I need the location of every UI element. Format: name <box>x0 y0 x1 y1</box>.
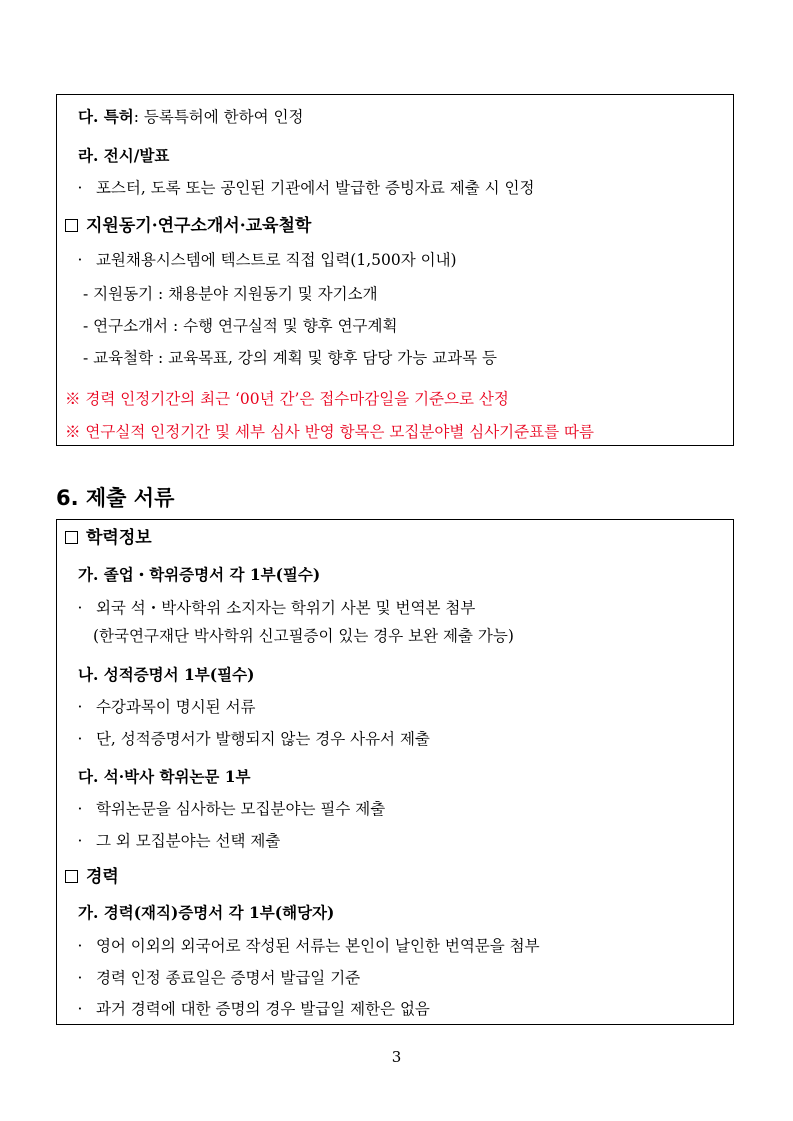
checkbox-square-icon <box>65 219 78 232</box>
exhibition-item <box>69 178 535 198</box>
career-item-text: 경력 인정 종료일은 증명서 발급일 기준 <box>95 969 361 987</box>
page-number: 3 <box>391 1048 402 1066</box>
note-career-period: ※ 경력 인정기간의 최근 ‘00년 간’은 접수마감일을 기준으로 산정 <box>65 390 509 408</box>
thesis-item <box>69 831 280 851</box>
bullet-icon: · <box>77 698 83 716</box>
diploma-heading: 가. 졸업・학위증명서 각 1부(필수) <box>78 565 321 584</box>
patent-line <box>78 107 303 127</box>
diploma-item-continued: (한국연구재단 박사학위 신고필증이 있는 경우 보완 제출 가능) <box>93 627 514 645</box>
bullet-icon: · <box>77 730 83 748</box>
career-item <box>69 936 540 956</box>
transcript-heading: 나. 성적증명서 1부(필수) <box>78 665 255 684</box>
diploma-item-text: 외국 석・박사학위 소지자는 학위기 사본 및 번역본 첨부 <box>95 599 476 617</box>
thesis-item-text: 그 외 모집분야는 선택 제출 <box>95 832 281 850</box>
exhibition-item-text: 포스터, 도록 또는 공인된 기관에서 발급한 증빙자료 제출 시 인정 <box>95 179 535 197</box>
bullet-icon: · <box>77 969 83 987</box>
transcript-item <box>69 729 430 749</box>
patent-text: : 등록특허에 한하여 인정 <box>133 108 304 126</box>
section-title: 6. 제출 서류 <box>56 486 175 510</box>
transcript-item-text: 단, 성적증명서가 발행되지 않는 경우 사유서 제출 <box>95 730 430 748</box>
career-heading-text: 경력 <box>86 867 119 887</box>
eligibility-box <box>56 94 734 446</box>
career-item-text: 과거 경력에 대한 증명의 경우 발급일 제한은 없음 <box>95 1000 430 1018</box>
career-heading <box>65 867 119 887</box>
transcript-item <box>69 697 256 717</box>
education-heading-text: 학력정보 <box>86 528 152 548</box>
thesis-item-text: 학위논문을 심사하는 모집분야는 필수 제출 <box>95 800 386 818</box>
checkbox-square-icon <box>65 531 78 544</box>
thesis-heading: 다. 석·박사 학위논문 1부 <box>78 767 251 786</box>
career-item-text: 영어 이외의 외국어로 작성된 서류는 본인이 날인한 번역문을 첨부 <box>95 937 540 955</box>
motivation-heading <box>65 216 311 236</box>
bullet-icon: · <box>77 251 83 269</box>
sub-item-philosophy: - 교육철학 : 교육목표, 강의 계획 및 향후 담당 가능 교과목 등 <box>83 349 497 367</box>
motivation-item <box>69 250 457 270</box>
sub-item-research: - 연구소개서 : 수행 연구실적 및 향후 연구계획 <box>83 317 398 335</box>
sub-item-motivation: - 지원동기 : 채용분야 지원동기 및 자기소개 <box>83 285 378 303</box>
motivation-heading-text: 지원동기·연구소개서·교육철학 <box>86 216 312 236</box>
bullet-icon: · <box>77 937 83 955</box>
bullet-icon: · <box>77 179 83 197</box>
checkbox-square-icon <box>65 870 78 883</box>
note-research-period: ※ 연구실적 인정기간 및 세부 심사 반영 항목은 모집분야별 심사기준표를 따름 <box>65 423 594 441</box>
motivation-item-text: 교원채용시스템에 텍스트로 직접 입력(1,500자 이내) <box>95 251 457 269</box>
exhibition-heading: 라. 전시/발표 <box>78 146 170 165</box>
education-heading <box>65 528 152 548</box>
career-item <box>69 968 360 988</box>
thesis-item <box>69 799 385 819</box>
employment-cert-heading: 가. 경력(재직)증명서 각 1부(해당자) <box>78 903 335 922</box>
bullet-icon: · <box>77 832 83 850</box>
bullet-icon: · <box>77 1000 83 1018</box>
bullet-icon: · <box>77 800 83 818</box>
transcript-item-text: 수강과목이 명시된 서류 <box>95 698 256 716</box>
diploma-item <box>69 598 475 618</box>
career-item <box>69 999 430 1019</box>
bullet-icon: · <box>77 599 83 617</box>
patent-label: 다. 특허 <box>78 107 134 126</box>
documents-box <box>56 519 734 1025</box>
